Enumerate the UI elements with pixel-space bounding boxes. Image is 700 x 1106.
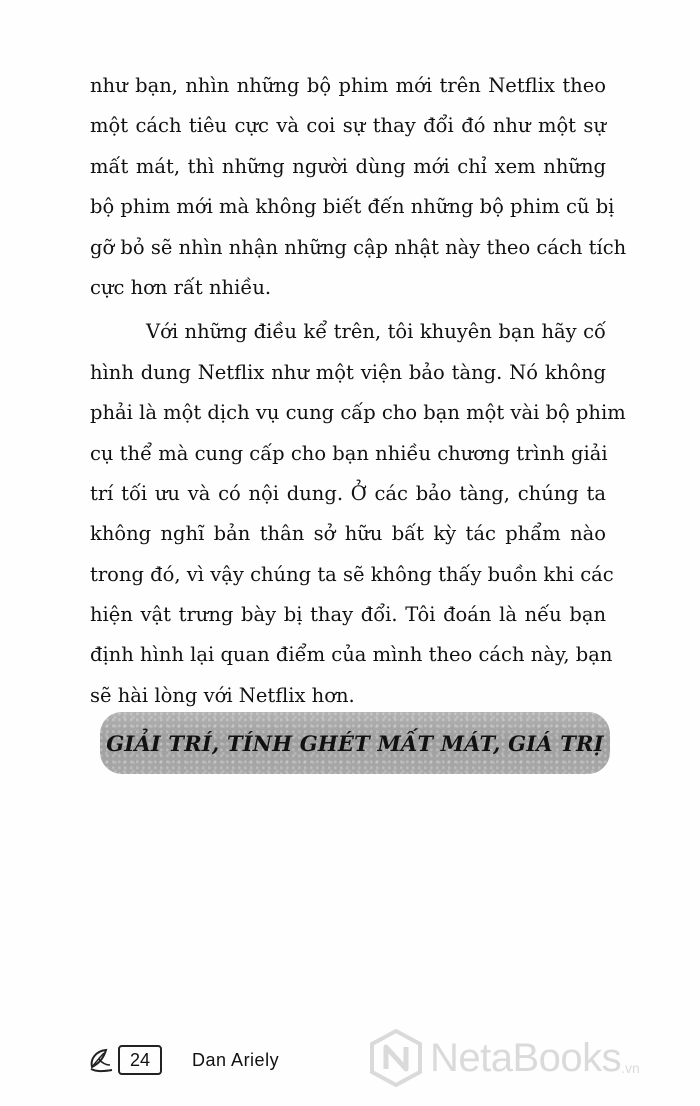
watermark xyxy=(370,1028,640,1088)
leaf-quill-icon xyxy=(86,1045,116,1075)
tags-label: GIẢI TRÍ, TÍNH GHÉT MẤT MÁT, GIÁ TRỊ xyxy=(106,730,604,756)
text-line: trong đó, vì vậy chúng ta sẽ không thấy buồn khi các xyxy=(90,562,614,586)
tags-banner xyxy=(100,712,610,774)
text-line: phải là một dịch vụ cung cấp cho bạn một vài bộ phim xyxy=(90,401,626,425)
text-line: bộ phim mới mà không biết đến những bộ phim cũ bị xyxy=(90,195,615,219)
text-line: Với những điều kể trên, tôi khuyên bạn hãy cố xyxy=(146,320,606,344)
watermark-suffix: .vn xyxy=(621,1060,640,1076)
text-line: không nghĩ bản thân sở hữu bất kỳ tác phẩm nào xyxy=(90,522,606,546)
text-line: hình dung Netflix như một viện bảo tàng. Nó không xyxy=(90,360,606,384)
text-line: sẽ hài lòng với Netflix hơn. xyxy=(90,683,355,707)
page-footer xyxy=(86,1043,279,1077)
netabooks-logo xyxy=(370,1029,422,1087)
text-line: cực hơn rất nhiều. xyxy=(90,275,272,299)
text-line: hiện vật trưng bày bị thay đổi. Tôi đoán là nếu bạn xyxy=(90,603,606,627)
paragraph-2 xyxy=(90,312,626,716)
text-line: một cách tiêu cực và coi sự thay đổi đó như một sự xyxy=(90,114,606,138)
page-number: 24 xyxy=(118,1045,162,1075)
text-line: định hình lại quan điểm của mình theo cách này, bạn xyxy=(90,643,613,667)
text-line: mất mát, thì những người dùng mới chỉ xem những xyxy=(90,154,606,178)
text-line: gỡ bỏ sẽ nhìn nhận những cập nhật này theo cách tích xyxy=(90,235,627,259)
paragraph-1 xyxy=(90,66,627,308)
text-line: cụ thể mà cung cấp cho bạn nhiều chương trình giải xyxy=(90,441,608,465)
watermark-brand: NetaBooks xyxy=(430,1035,622,1080)
text-line: như bạn, nhìn những bộ phim mới trên Netflix theo xyxy=(90,74,606,97)
author-name: Dan Ariely xyxy=(192,1049,280,1070)
body-text xyxy=(90,66,627,716)
text-line: trí tối ưu và có nội dung. Ở các bảo tàng, chúng ta xyxy=(90,481,606,505)
